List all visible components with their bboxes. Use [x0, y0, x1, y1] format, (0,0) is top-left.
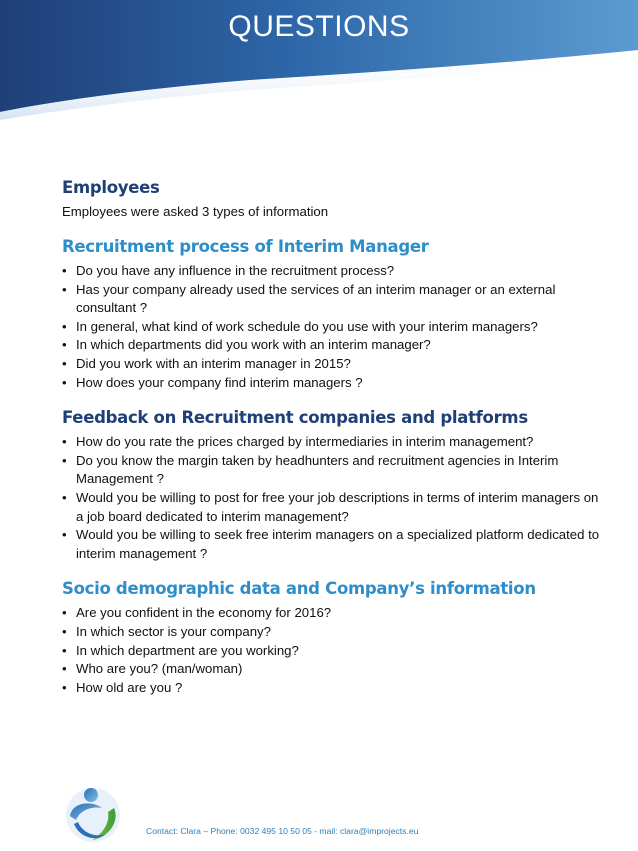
list-item: • Would you be willing to seek free interim managers on a specialized platform dedicated to interim management ? — [62, 526, 602, 563]
questions-content — [62, 176, 602, 711]
section-feedback — [62, 406, 602, 563]
list-item: • In which departments did you work with an interim manager? — [62, 336, 602, 355]
section-heading: Socio demographic data and Company’s information — [62, 579, 536, 599]
page-title: QUESTIONS — [228, 10, 410, 43]
section-heading: Feedback on Recruitment companies and platforms — [62, 408, 528, 428]
company-logo-icon — [62, 786, 124, 844]
section-socio-demographic — [62, 577, 602, 697]
question-list — [62, 604, 602, 697]
list-item: • Did you work with an interim manager in 2015? — [62, 355, 602, 374]
section-heading: Recruitment process of Interim Manager — [62, 237, 429, 256]
list-item: • How does your company find interim managers ? — [62, 374, 602, 393]
list-item: • How do you rate the prices charged by intermediaries in interim management? — [62, 433, 602, 452]
list-item: • Has your company already used the services of an interim manager or an external consultant ? — [62, 281, 602, 318]
section-employees — [62, 176, 602, 221]
list-item: • Do you have any influence in the recruitment process? — [62, 262, 602, 281]
section-text: Employees were asked 3 types of information — [62, 204, 329, 219]
list-item: • In which department are you working? — [62, 642, 602, 661]
list-item: • In which sector is your company? — [62, 623, 602, 642]
question-list — [62, 262, 602, 392]
question-list — [62, 433, 602, 563]
list-item: • Do you know the margin taken by headhunters and recruitment agencies in Interim Management ? — [62, 452, 602, 489]
list-item: • How old are you ? — [62, 679, 602, 698]
list-item: • Who are you? (man/woman) — [62, 660, 602, 679]
section-heading: Employees — [62, 178, 160, 197]
footer-contact: Contact: Clara – Phone: 0032 495 10 50 05 - mail: clara@improjects.eu — [146, 826, 419, 836]
section-recruitment-process — [62, 235, 602, 392]
list-item: • Would you be willing to post for free your job descriptions in terms of interim managers on a job board dedicated to interim management? — [62, 489, 602, 526]
list-item: • In general, what kind of work schedule do you use with your interim managers? — [62, 318, 602, 337]
list-item: • Are you confident in the economy for 2016? — [62, 604, 602, 623]
